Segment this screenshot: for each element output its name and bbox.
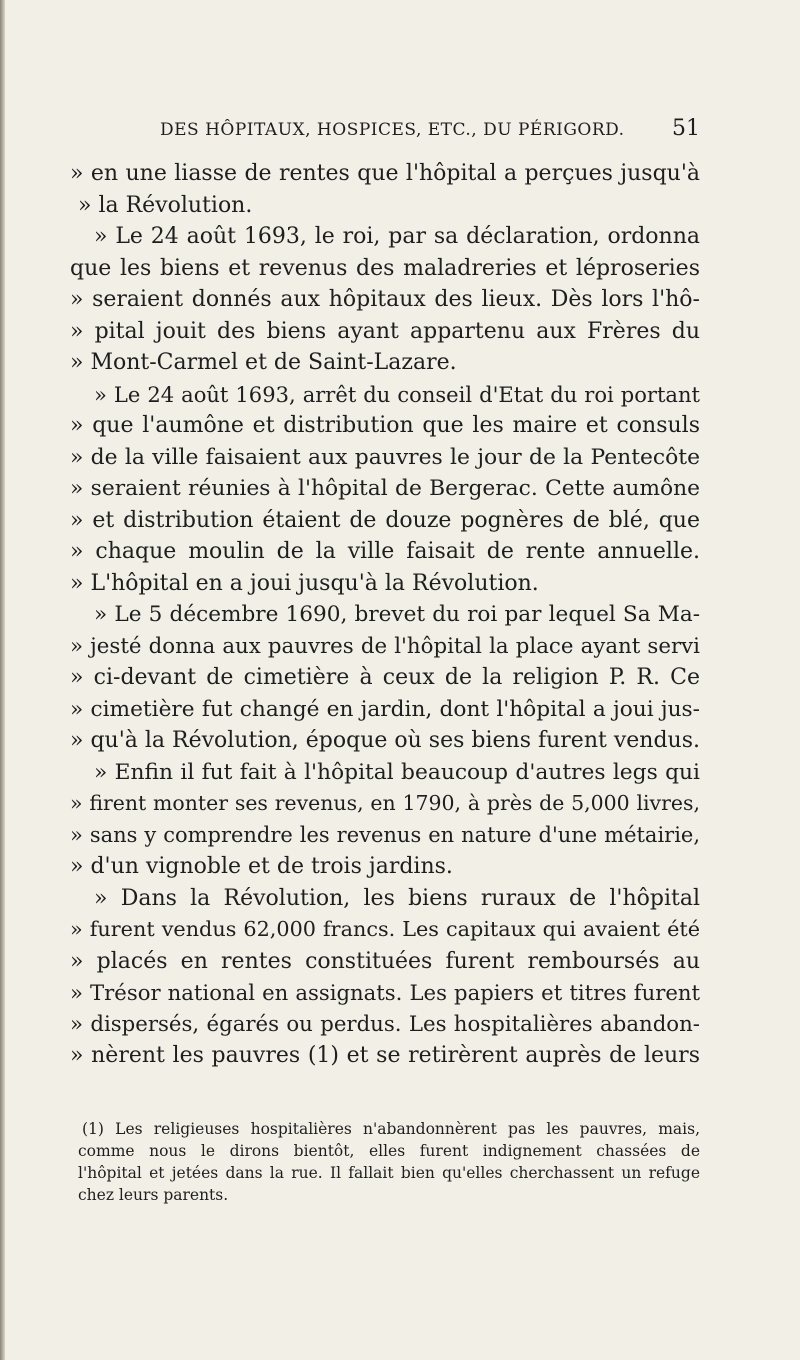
footnote-line: chez leurs parents. [78,1186,229,1204]
text-line: » seraient réunies à l'hôpital de Bergerac. Cette aumône [70,476,700,501]
text-line: » Trésor national en assignats. Les papiers et titres furent [70,980,700,1005]
running-head: DES HÔPITAUX, HOSPICES, ETC., DU PÉRIGORD. [160,120,625,140]
page-number: 51 [672,116,700,141]
text-line: » et distribution étaient de douze pognères de blé, que [70,507,700,533]
text-line: » de la ville faisaient aux pauvres le jour de la Pentecôte [70,444,700,470]
text-line: » nèrent les pauvres (1) et se retirèrent auprès de leurs [70,1043,700,1068]
footnote-line: comme nous le dirons bientôt, elles furent indignement chassées de [78,1142,700,1160]
text-line: » placés en rentes constituées furent remboursés au [70,948,700,974]
page-edge-shadow [0,0,5,1360]
text-line: » cimetière fut changé en jardin, dont l'hôpital a joui jus- [70,696,700,722]
text-line: » Dans la Révolution, les biens ruraux de l'hôpital [94,885,700,911]
text-line: » pital jouit des biens ayant appartenu aux Frères du [70,318,700,344]
text-line: » seraient donnés aux hôpitaux des lieux. Dès lors l'hô- [70,287,700,312]
text-line: » Le 5 décembre 1690, brevet du roi par lequel Sa Ma- [94,602,700,627]
text-line: » Le 24 août 1693, arrêt du conseil d'Etat du roi portant [94,381,700,407]
text-line: » jesté donna aux pauvres de l'hôpital la place ayant servi [70,633,700,659]
text-line: » Enfin il fut fait à l'hôpital beaucoup d'autres legs qui [94,759,700,785]
text-line: » d'un vignoble et de trois jardins. [70,854,453,879]
footnote-line: (1) Les religieuses hospitalières n'abandonnèrent pas les pauvres, mais, [82,1120,700,1138]
text-line: » L'hôpital en a joui jusqu'à la Révolution. [70,570,539,596]
footnote [78,1118,700,1206]
body-text [70,158,700,1072]
text-line: » ci-devant de cimetière à ceux de la religion P. R. Ce [70,665,700,690]
footnote-line: l'hôpital et jetées dans la rue. Il fallait bien qu'elles cherchassent un refuge [78,1164,700,1182]
text-line: que les biens et revenus des maladreries et léproseries [70,255,700,281]
text-line: » furent vendus 62,000 francs. Les capitaux qui avaient été [70,917,700,941]
text-line: » en une liasse de rentes que l'hôpital a perçues jusqu'à [70,161,700,186]
text-line: » la Révolution. [78,192,253,218]
text-line: » firent monter ses revenus, en 1790, à près de 5,000 livres, [70,791,700,815]
text-line: » que l'aumône et distribution que les maire et consuls [70,413,700,438]
text-line: » dispersés, égarés ou perdus. Les hospitalières abandon- [70,1011,700,1037]
text-line: » chaque moulin de la ville faisait de rente annuelle. [70,539,700,564]
text-line: » Le 24 août 1693, le roi, par sa déclaration, ordonna [94,224,700,249]
text-line: » qu'à la Révolution, époque où ses biens furent vendus. [70,728,700,753]
text-line: » sans y comprendre les revenus en nature d'une métairie, [70,822,700,847]
page-header [160,118,700,146]
text-line: » Mont-Carmel et de Saint-Lazare. [70,350,457,375]
